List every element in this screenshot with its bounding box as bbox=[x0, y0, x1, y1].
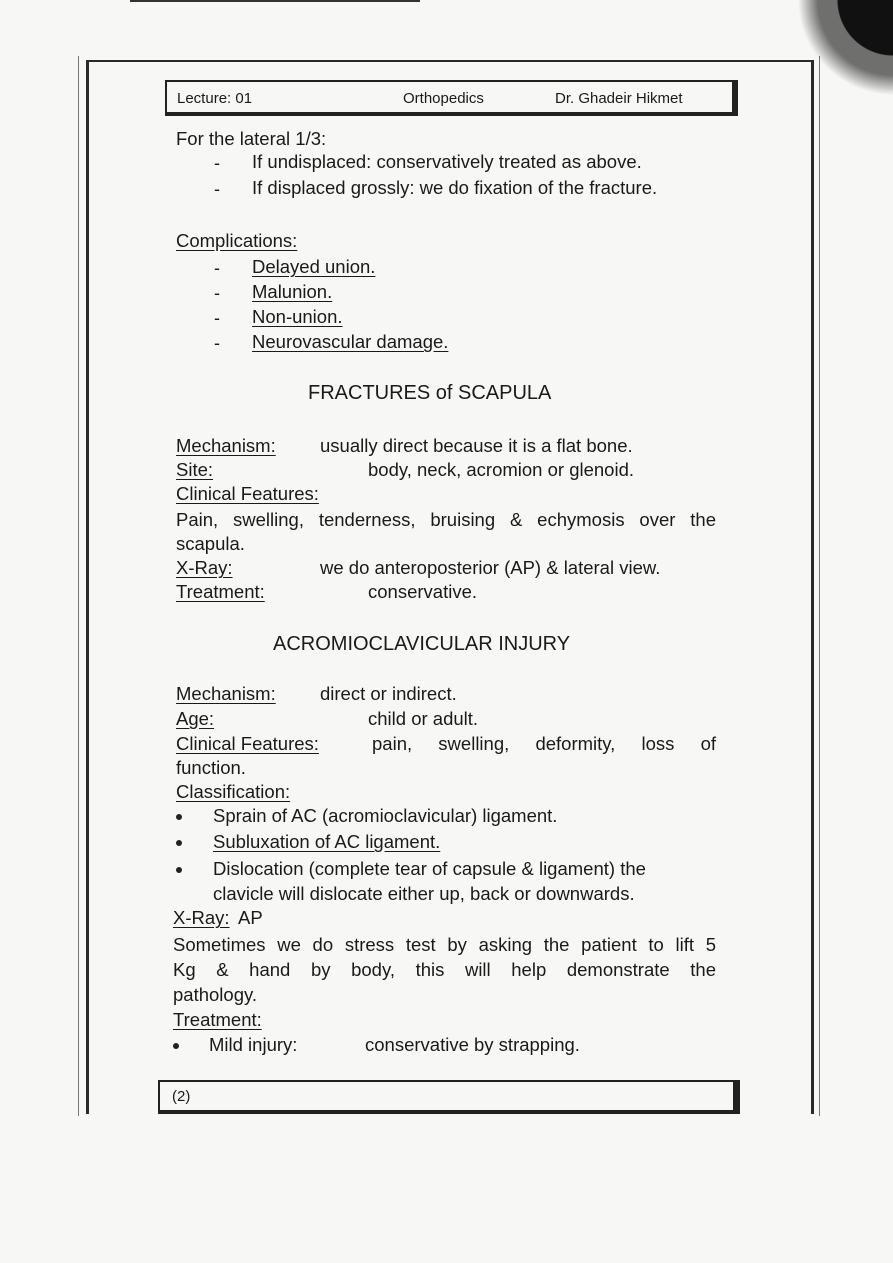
acromio-mechanism-label: Mechanism: bbox=[176, 683, 276, 704]
acromio-clinical-row bbox=[176, 733, 716, 755]
scapula-clinical-line-1: Pain, swelling, tenderness, bruising & echymosis over the bbox=[176, 509, 716, 530]
complication-item: Neurovascular damage. bbox=[252, 331, 449, 352]
acromio-treatment-label: Treatment: bbox=[173, 1009, 262, 1030]
acromio-xray-value: AP bbox=[238, 907, 263, 928]
lateral-item-1: If undisplaced: conservatively treated as above. bbox=[252, 151, 642, 172]
bullet-icon bbox=[176, 840, 182, 846]
footer-box bbox=[158, 1080, 740, 1114]
treatment-item-value: conservative by strapping. bbox=[365, 1034, 580, 1055]
scapula-clinical-line-2: scapula. bbox=[176, 533, 245, 554]
complication-item: Malunion. bbox=[252, 281, 333, 302]
bullet-icon bbox=[176, 814, 182, 820]
acromio-clinical-value: pain, swelling, deformity, loss of bbox=[372, 733, 716, 754]
subject-title: Orthopedics bbox=[403, 90, 484, 107]
scapula-clinical-label: Clinical Features: bbox=[176, 483, 319, 504]
acromio-xray-row bbox=[173, 907, 263, 929]
dash-icon: - bbox=[214, 333, 220, 353]
stress-line-1: Sometimes we do stress test by asking the patient to lift 5 bbox=[173, 934, 716, 955]
acromio-heading: ACROMIOCLAVICULAR INJURY bbox=[273, 633, 571, 655]
scapula-treatment-label: Treatment: bbox=[176, 581, 265, 602]
stress-line-2: Kg & hand by body, this will help demonstrate the bbox=[173, 959, 716, 980]
scapula-mechanism-label: Mechanism: bbox=[176, 435, 276, 456]
dash-icon: - bbox=[214, 179, 220, 199]
lecture-number: Lecture: 01 bbox=[177, 90, 253, 107]
scapula-mechanism-value: usually direct because it is a flat bone. bbox=[320, 435, 633, 456]
acromio-xray-label: X-Ray: bbox=[173, 907, 230, 928]
scan-corner-shadow bbox=[753, 0, 893, 170]
scapula-treatment-value: conservative. bbox=[368, 581, 477, 602]
stress-line-3: pathology. bbox=[173, 984, 257, 1005]
classification-item-continued: clavicle will dislocate either up, back or downwards. bbox=[213, 883, 635, 904]
classification-label: Classification: bbox=[176, 781, 291, 802]
acromio-clinical-label: Clinical Features: bbox=[176, 733, 319, 754]
complications-title: Complications: bbox=[176, 230, 298, 251]
lateral-item-2: If displaced grossly: we do fixation of the fracture. bbox=[252, 177, 658, 198]
acromio-age-label: Age: bbox=[176, 708, 215, 729]
page-number: (2) bbox=[172, 1088, 191, 1105]
header-box bbox=[165, 80, 738, 116]
acromio-age-value: child or adult. bbox=[368, 708, 479, 729]
treatment-item-label: Mild injury: bbox=[209, 1034, 298, 1055]
scapula-site-value: body, neck, acromion or glenoid. bbox=[368, 459, 635, 480]
lateral-title: For the lateral 1/3: bbox=[176, 128, 327, 149]
dash-icon: - bbox=[214, 283, 220, 303]
complication-item: Non-union. bbox=[252, 306, 343, 327]
scapula-xray-value: we do anteroposterior (AP) & lateral view. bbox=[320, 557, 661, 578]
acromio-clinical-line-2: function. bbox=[176, 757, 246, 778]
author-name: Dr. Ghadeir Hikmet bbox=[555, 90, 683, 107]
scapula-xray-label: X-Ray: bbox=[176, 557, 233, 578]
bullet-icon bbox=[176, 867, 182, 873]
classification-item: Subluxation of AC ligament. bbox=[213, 831, 441, 852]
complication-item: Delayed union. bbox=[252, 256, 376, 277]
scapula-site-label: Site: bbox=[176, 459, 214, 480]
dash-icon: - bbox=[214, 153, 220, 173]
scapula-heading: FRACTURES of SCAPULA bbox=[308, 382, 552, 404]
bullet-icon bbox=[173, 1043, 179, 1049]
acromio-mechanism-value: direct or indirect. bbox=[320, 683, 457, 704]
classification-item: Dislocation (complete tear of capsule & ligament) the bbox=[213, 858, 646, 879]
dash-icon: - bbox=[214, 258, 220, 278]
dash-icon: - bbox=[214, 308, 220, 328]
top-scan-line bbox=[130, 0, 420, 2]
classification-item: Sprain of AC (acromioclavicular) ligament. bbox=[213, 805, 558, 826]
